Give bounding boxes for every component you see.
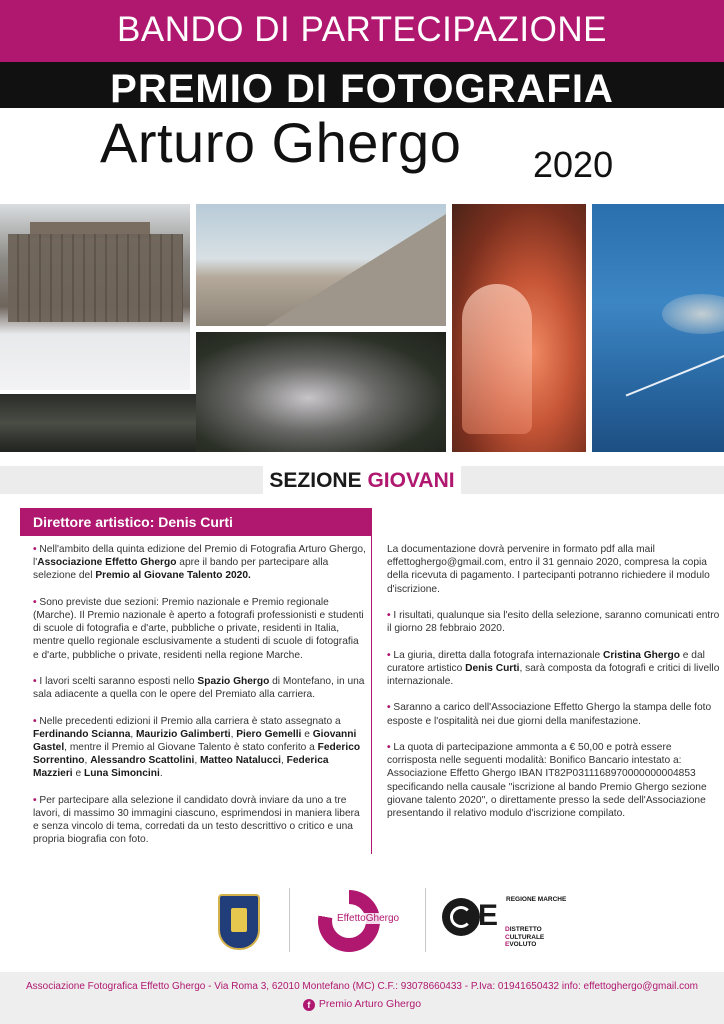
photo-reclining-figures bbox=[196, 332, 446, 452]
paragraph-sections: • Sono previste due sezioni: Premio nazionale e Premio regionale (Marche). Il Premio nazionale è aperto a fotografi professionisti e studenti di scuole di fotografia e d'arte, pubbliche o private, residenti in Italia, mentre quello regionale esclusivamente a studenti di scuole di fotografia e d'arte, pubbliche o private, residenti nella regione Marche. bbox=[33, 596, 364, 661]
paragraph-exhibition: • I lavori scelti saranno esposti nello Spazio Ghergo di Montefano, in una sala adiacente a quella con le opere del Premiato alla carriera. bbox=[33, 676, 365, 701]
effetto-ghergo-logo-text: EffettoGhergo bbox=[337, 913, 400, 924]
logo-separator bbox=[425, 888, 426, 952]
photo-hand-light bbox=[452, 204, 586, 452]
footer bbox=[0, 972, 724, 1024]
section-label-part2: GIOVANI bbox=[367, 469, 455, 492]
premio-title: PREMIO DI FOTOGRAFIA bbox=[110, 67, 614, 110]
distretto-culturale-logo-icon bbox=[442, 898, 480, 936]
paragraph-costs: • Saranno a carico dell'Associazione Effetto Ghergo la stampa delle foto esposte e l'ospitalità nei due giorni della manifestazione. bbox=[387, 702, 712, 727]
director-name: Denis Curti bbox=[158, 514, 233, 530]
director-label: Direttore artistico: bbox=[33, 514, 159, 530]
photo-sky-contrail bbox=[592, 204, 724, 452]
paragraph-submission: • Per partecipare alla selezione il candidato dovrà inviare da uno a tre lavori, di massimo 30 immagini ciascuno, esprimendosi in maniera libera e senza vincolo di tema, corredati da un testo descrittivo o critico e una propria biografia con foto. bbox=[33, 794, 360, 846]
distretto-logo-letter: E bbox=[478, 899, 499, 932]
call-title: BANDO DI PARTECIPAZIONE bbox=[117, 10, 607, 49]
right-column bbox=[387, 543, 721, 833]
left-column bbox=[33, 543, 367, 860]
photo-snow-village bbox=[0, 204, 190, 390]
photo-quarry-hill bbox=[196, 204, 446, 326]
photo-stream-detail bbox=[0, 394, 196, 452]
photographer-name: Arturo Ghergo bbox=[100, 111, 462, 174]
distretto-culturale-label: DISTRETTO CULTURALE EVOLUTO bbox=[505, 926, 545, 948]
regione-marche-tag: REGIONE MARCHE bbox=[506, 896, 567, 903]
paragraph-jury: • La giuria, diretta dalla fotografa internazionale Cristina Ghergo e dal curatore artistico Denis Curti, sarà composta da fotografi e critici di livello internazionale. bbox=[387, 649, 720, 687]
logos-row bbox=[0, 880, 724, 960]
logo-separator bbox=[289, 888, 290, 952]
paragraph-documentation: La documentazione dovrà pervenire in formato pdf alla mail effettoghergo@gmail.com, entro il 31 gennaio 2020, compresa la copia della ricevuta di pagamento. I partecipanti potranno richiedere il modulo d'iscrizione. bbox=[387, 544, 710, 595]
header-band bbox=[0, 0, 724, 64]
year: 2020 bbox=[533, 144, 614, 185]
section-label-part1: SEZIONE bbox=[269, 469, 362, 492]
facebook-page-label: Premio Arturo Ghergo bbox=[318, 998, 422, 1010]
section-label bbox=[263, 464, 461, 498]
paragraph-intro: • Nell'ambito della quinta edizione del Premio di Fotografia Arturo Ghergo, l'Associazione Effetto Ghergo apre il bando per partecipare alla selezione del Premio al Giovane Talento 2020. bbox=[33, 544, 366, 582]
paragraph-fee: • La quota di partecipazione ammonta a € 50,00 e potrà essere corrisposta nelle seguenti modalità: Bonifico Bancario intestato a: Associazione Effetto Ghergo IBAN IT82P0311168970000000004853 specificando nella causale "iscrizione al bando Premio Ghergo sezione giovane talento 2020", o direttamente presso la sede dell'Associazione presentando il relativo modulo d'iscrizione compilato. bbox=[387, 741, 707, 819]
paragraph-results: • I risultati, qualunque sia l'esito della selezione, saranno comunicati entro il giorno 28 febbraio 2020. bbox=[387, 610, 720, 635]
montefano-crest-icon bbox=[218, 894, 260, 950]
paragraph-previous-winners: • Nelle precedenti edizioni il Premio alla carriera è stato assegnato a Ferdinando Scianna, Maurizio Galimberti, Piero Gemelli e Giovanni Gastel, mentre il Premio al Giovane Talento è stato conferito a Federico Sorrentino, Alessandro Scattolini, Matteo Natalucci, Federica Mazzieri e Luna Simoncini. bbox=[33, 715, 361, 780]
facebook-icon: f bbox=[303, 999, 315, 1011]
footer-facebook[interactable] bbox=[0, 998, 724, 1011]
column-divider bbox=[371, 536, 372, 854]
footer-address: Associazione Fotografica Effetto Ghergo - Via Roma 3, 62010 Montefano (MC) C.F.: 93078660433 - P.Iva: 01941650432 info: effettoghergo@gmail.com bbox=[25, 981, 699, 992]
director-bar bbox=[20, 508, 372, 536]
